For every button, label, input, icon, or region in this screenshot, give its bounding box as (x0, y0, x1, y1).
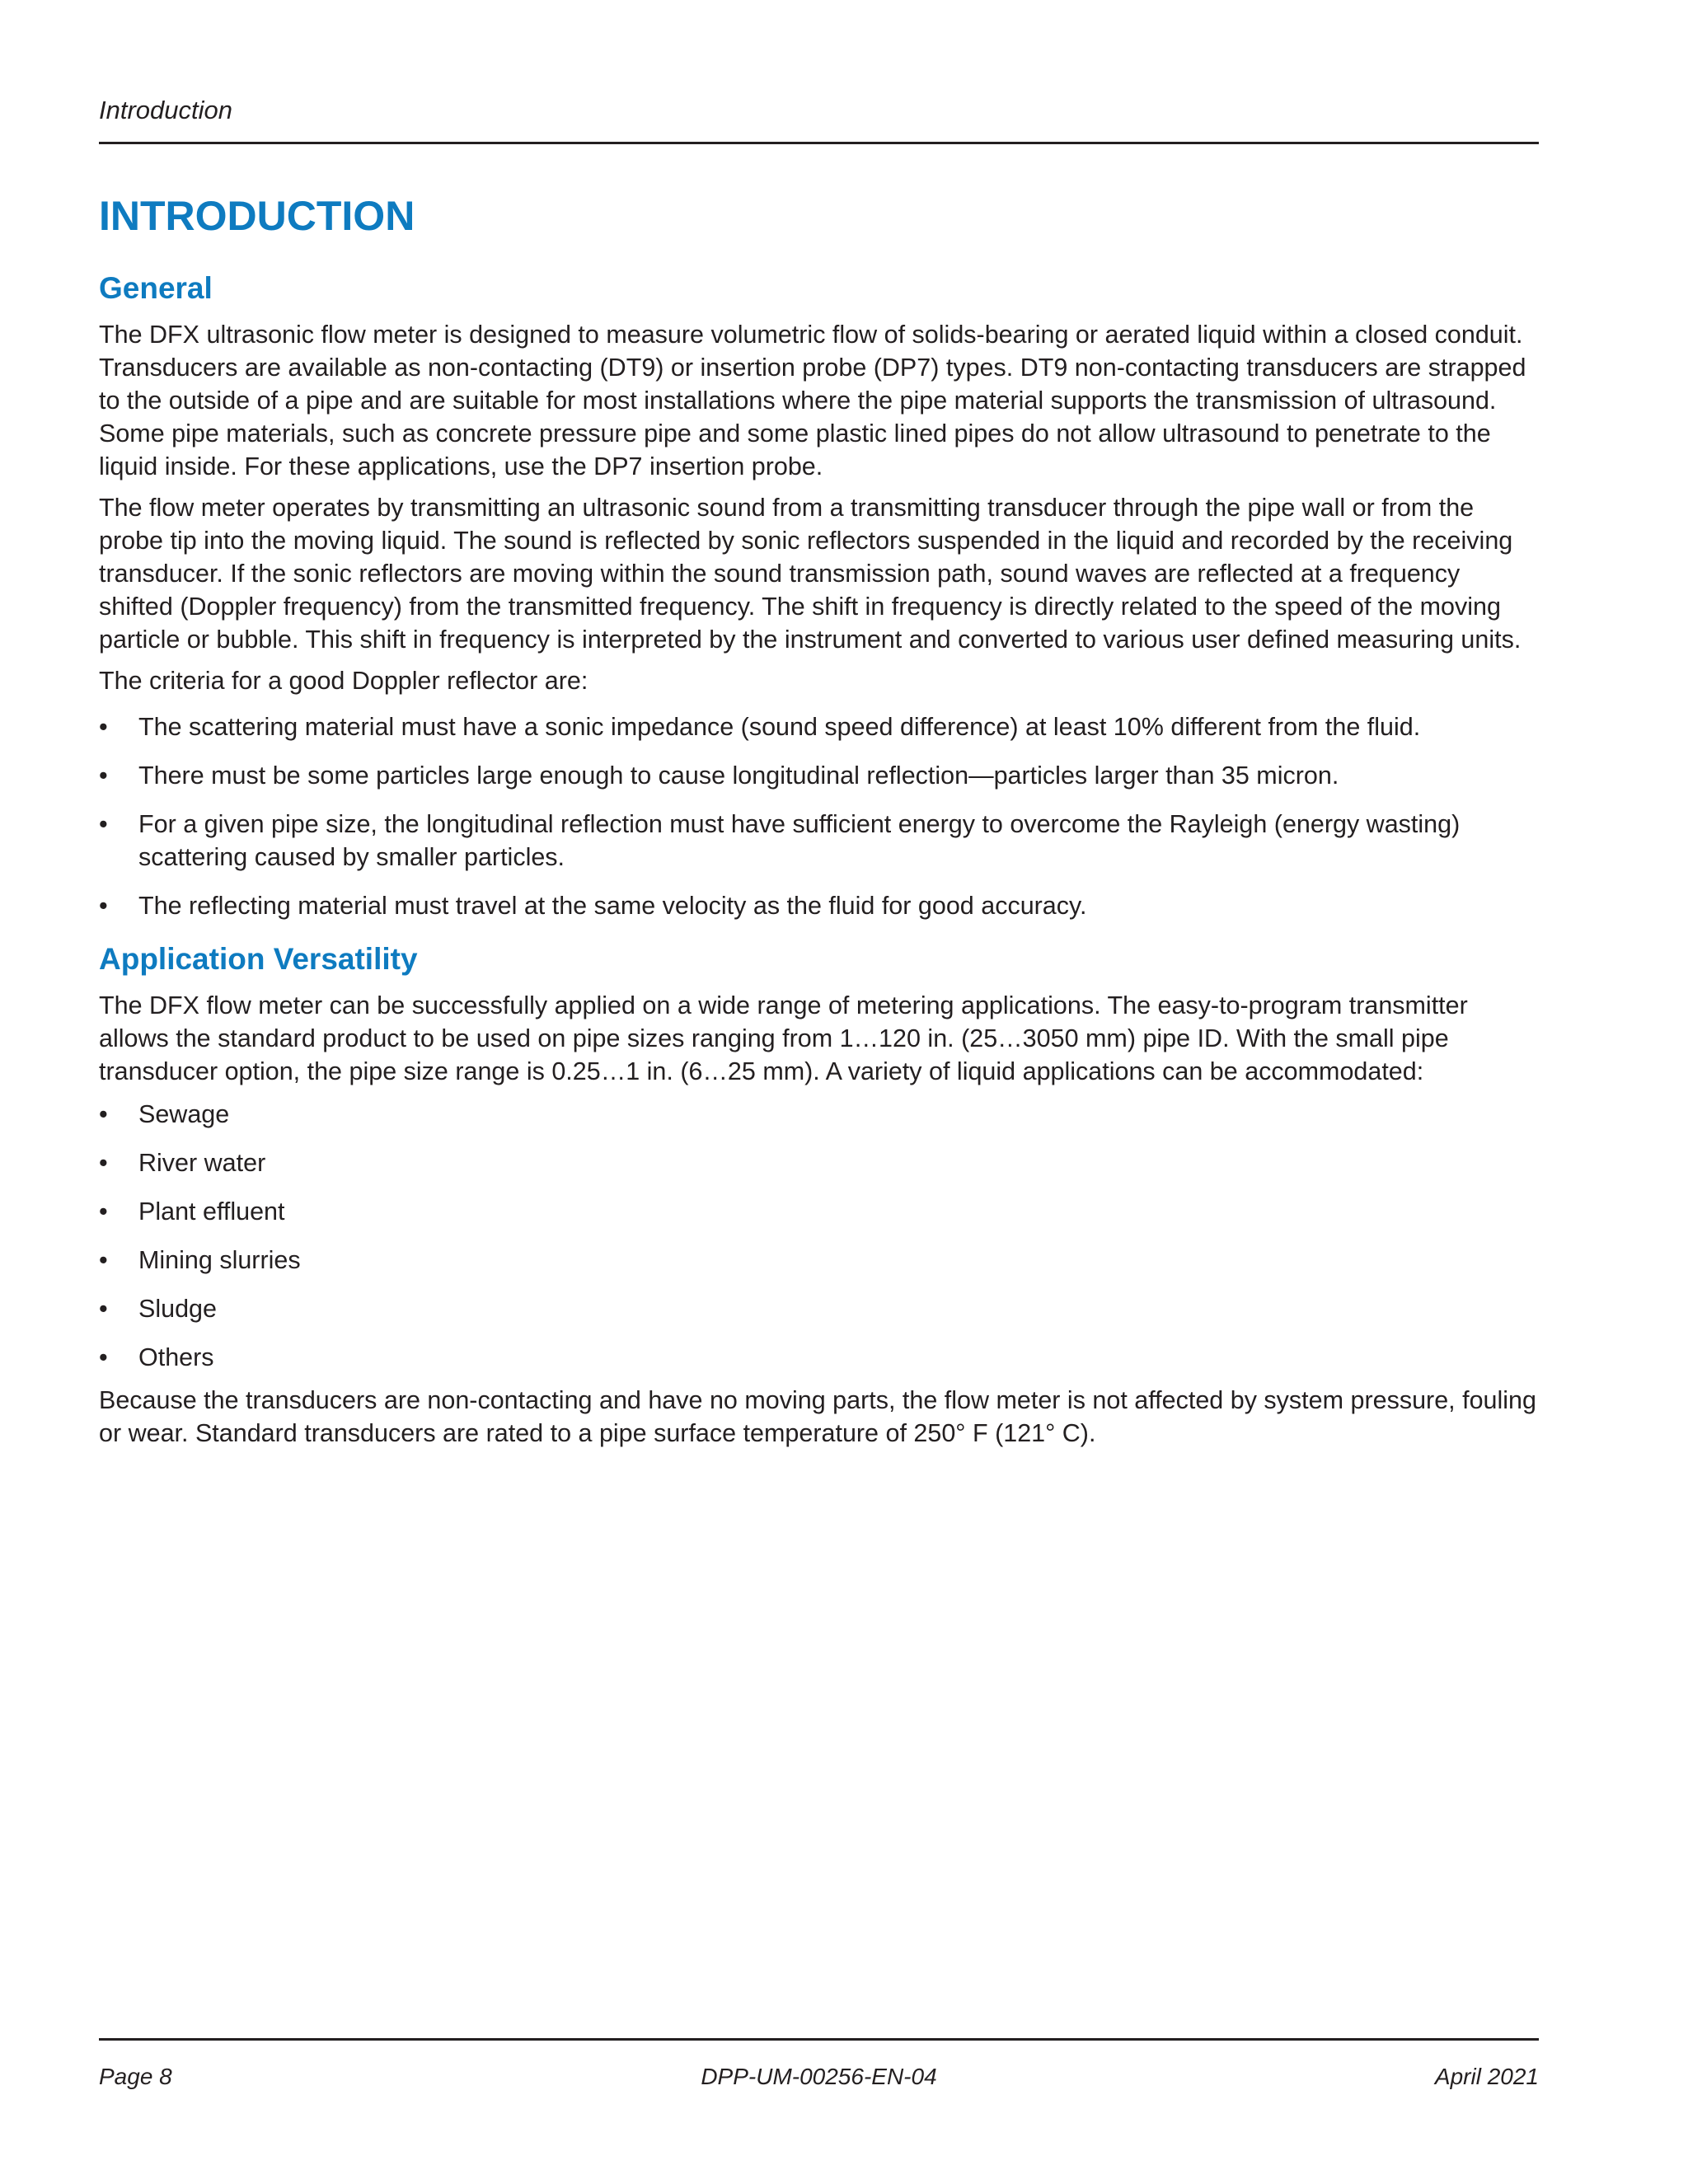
list-item: • Sludge (99, 1292, 1539, 1325)
section-heading-general: General (99, 271, 213, 305)
list-item: • River water (99, 1146, 1539, 1179)
list-item: • The scattering material must have a sonic impedance (sound speed difference) at least 10% different from the fluid. (99, 710, 1539, 743)
criteria-list (99, 710, 1539, 922)
document-page (99, 0, 1539, 2184)
list-item: • Sewage (99, 1098, 1539, 1131)
paragraph-versatility-closing: Because the transducers are non-contacting and have no moving parts, the flow meter is not affected by system pressure, fouling or wear. Standard transducers are rated to a pipe surface temperature of 250° F (121° C). (99, 1386, 1536, 1447)
running-header: Introduction (99, 96, 232, 124)
applications-list (99, 1098, 1539, 1374)
list-item: • Mining slurries (99, 1244, 1539, 1277)
page-title: INTRODUCTION (99, 193, 415, 239)
list-item: • For a given pipe size, the longitudinal reflection must have sufficient energy to overcome the Rayleigh (energy wasting) scattering caused by smaller particles. (99, 808, 1539, 874)
footer-divider (99, 2038, 1539, 2041)
list-item: • The reflecting material must travel at the same velocity as the fluid for good accuracy. (99, 889, 1539, 922)
paragraph-general-1: The DFX ultrasonic flow meter is designed to measure volumetric flow of solids-bearing or aerated liquid within a closed conduit. Transducers are available as non-contacting (DT9) or insertion probe (DP7) types. DT9 non-contacting transducers are strapped to the outside of a pipe and are suitable for most installations where the pipe material supports the transmission of ultrasound. Some pipe materials, such as concrete pressure pipe and some plastic lined pipes do not allow ultrasound to penetrate to the liquid inside. For these applications, use the DP7 insertion probe. (99, 321, 1526, 480)
header-divider (99, 142, 1539, 144)
paragraph-versatility-intro: The DFX flow meter can be successfully applied on a wide range of metering applications. The easy-to-program transmitter allows the standard product to be used on pipe sizes ranging from 1…120 in. (25…3050 mm) pipe ID. With the small pipe transducer option, the pipe size range is 0.25…1 in. (6…25 mm). A variety of liquid applications can be accommodated: (99, 991, 1468, 1085)
main-content (99, 186, 1539, 1458)
list-item: • There must be some particles large enough to cause longitudinal reflection—particles larger than 35 micron. (99, 759, 1539, 792)
footer-date: April 2021 (1434, 2064, 1539, 2089)
paragraph-general-3: The criteria for a good Doppler reflector are: (99, 667, 588, 695)
footer-doc-number: DPP-UM-00256-EN-04 (701, 2064, 937, 2089)
list-item: • Plant effluent (99, 1195, 1539, 1228)
list-item: • Others (99, 1341, 1539, 1374)
footer-page-number: Page 8 (99, 2064, 172, 2089)
paragraph-general-2: The flow meter operates by transmitting an ultrasonic sound from a transmitting transducer through the pipe wall or from the probe tip into the moving liquid. The sound is reflected by sonic reflectors suspended in the liquid and recorded by the receiving transducer. If the sonic reflectors are moving within the sound transmission path, sound waves are reflected at a frequency shifted (Doppler frequency) from the transmitted frequency. The shift in frequency is directly related to the speed of the moving particle or bubble. This shift in frequency is interpreted by the instrument and converted to various user defined measuring units. (99, 494, 1522, 654)
section-heading-application-versatility: Application Versatility (99, 942, 418, 976)
